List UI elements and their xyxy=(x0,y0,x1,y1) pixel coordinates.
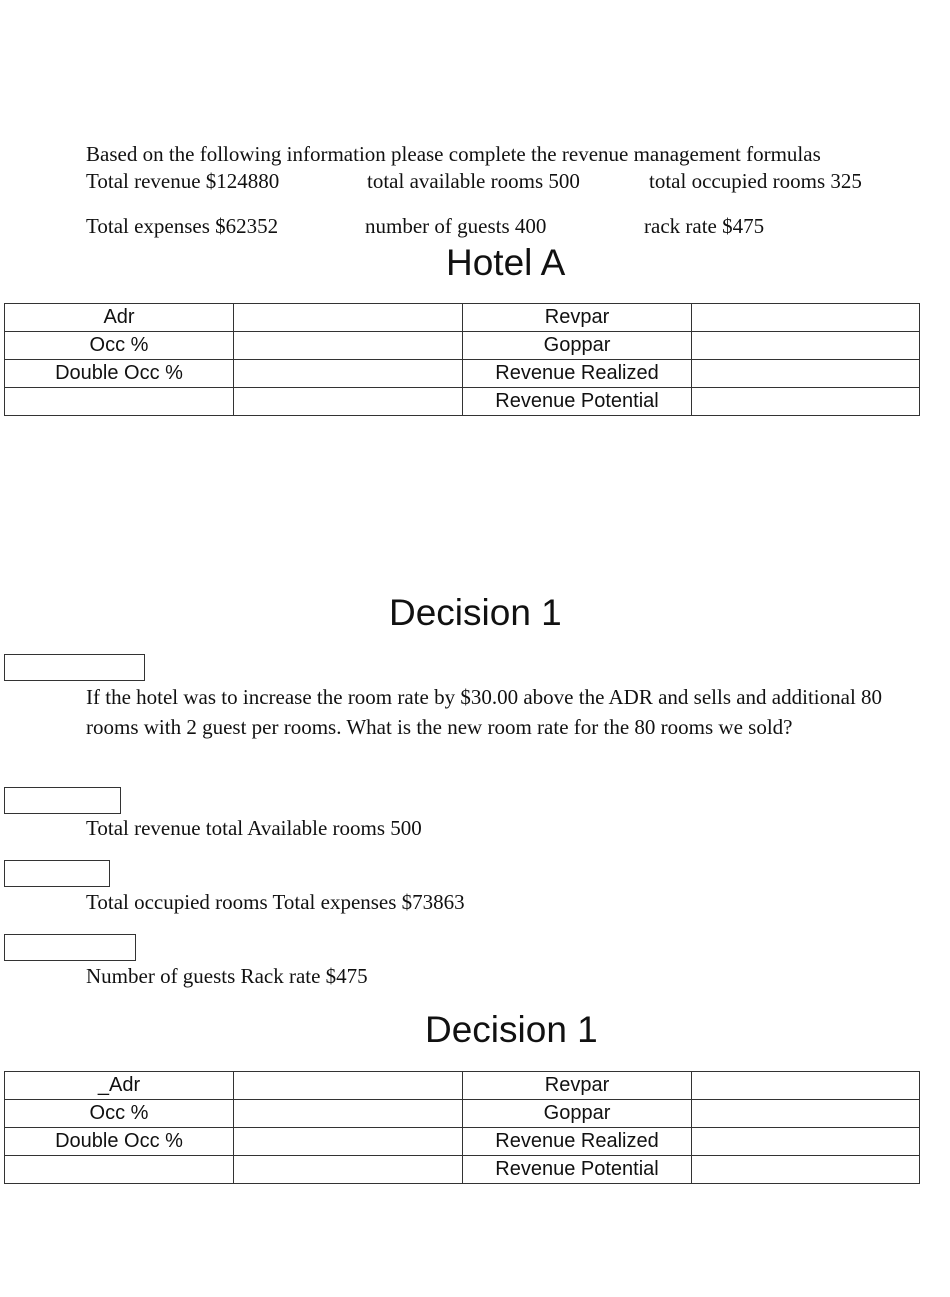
double-occ-label: Double Occ % xyxy=(5,1128,234,1156)
table-row xyxy=(5,1156,920,1184)
adr-label: _Adr xyxy=(5,1072,234,1100)
adr-value-cell[interactable] xyxy=(234,304,463,332)
hotel-a-title: Hotel A xyxy=(446,242,566,283)
decision-1-title: Decision 1 xyxy=(389,592,562,633)
double-occ-label: Double Occ % xyxy=(5,360,234,388)
number-of-guests-text: number of guests 400 xyxy=(365,214,547,238)
occ-label: Occ % xyxy=(5,1100,234,1128)
revpar-value-cell[interactable] xyxy=(692,1072,920,1100)
table-row xyxy=(5,1100,920,1128)
table-row xyxy=(5,332,920,360)
table-row xyxy=(5,1072,920,1100)
rack-rate-text: rack rate $475 xyxy=(644,214,765,238)
decision-1-table xyxy=(4,1071,920,1184)
total-available-rooms-text: total available rooms 500 xyxy=(367,169,580,193)
goppar-value-cell[interactable] xyxy=(692,332,920,360)
revpar-value-cell[interactable] xyxy=(692,304,920,332)
revenue-realized-label: Revenue Realized xyxy=(463,1128,692,1156)
revenue-realized-value-cell[interactable] xyxy=(692,1128,920,1156)
revenue-realized-value-cell[interactable] xyxy=(692,360,920,388)
total-occupied-line: Total occupied rooms Total expenses $73863 xyxy=(86,890,465,914)
total-occupied-rooms-text: total occupied rooms 325 xyxy=(649,169,862,193)
adr-label: Adr xyxy=(5,304,234,332)
goppar-label: Goppar xyxy=(463,1100,692,1128)
revpar-label: Revpar xyxy=(463,1072,692,1100)
revenue-realized-label: Revenue Realized xyxy=(463,360,692,388)
occ-value-cell[interactable] xyxy=(234,332,463,360)
table-row xyxy=(5,304,920,332)
instruction-text: Based on the following information please complete the revenue management formulas xyxy=(86,142,821,166)
guests-line: Number of guests Rack rate $475 xyxy=(86,964,368,988)
goppar-value-cell[interactable] xyxy=(692,1100,920,1128)
adr-value-cell[interactable] xyxy=(234,1072,463,1100)
decision-1-question: If the hotel was to increase the room rate by $30.00 above the ADR and sells and additional 80 rooms with 2 guest per rooms. What is the new room rate for the 80 rooms we sold? xyxy=(86,685,883,739)
answer-box-number-of-guests[interactable] xyxy=(4,934,136,961)
revenue-potential-value-cell[interactable] xyxy=(692,388,920,416)
answer-box-total-revenue[interactable] xyxy=(4,787,121,814)
empty-label-cell xyxy=(5,388,234,416)
goppar-label: Goppar xyxy=(463,332,692,360)
revenue-potential-label: Revenue Potential xyxy=(463,1156,692,1184)
occ-label: Occ % xyxy=(5,332,234,360)
table-row xyxy=(5,388,920,416)
answer-box-total-occupied-rooms[interactable] xyxy=(4,860,110,887)
hotel-a-table xyxy=(4,303,920,416)
empty-value-cell[interactable] xyxy=(234,1156,463,1184)
double-occ-value-cell[interactable] xyxy=(234,360,463,388)
occ-value-cell[interactable] xyxy=(234,1100,463,1128)
double-occ-value-cell[interactable] xyxy=(234,1128,463,1156)
table-row xyxy=(5,360,920,388)
decision-1-table-title: Decision 1 xyxy=(425,1009,598,1050)
empty-value-cell[interactable] xyxy=(234,388,463,416)
total-expenses-text: Total expenses $62352 xyxy=(86,214,279,238)
revenue-potential-value-cell[interactable] xyxy=(692,1156,920,1184)
revpar-label: Revpar xyxy=(463,304,692,332)
answer-box-new-room-rate[interactable] xyxy=(4,654,145,681)
empty-label-cell xyxy=(5,1156,234,1184)
total-revenue-text: Total revenue $124880 xyxy=(86,169,280,193)
revenue-potential-label: Revenue Potential xyxy=(463,388,692,416)
table-row xyxy=(5,1128,920,1156)
total-revenue-line: Total revenue total Available rooms 500 xyxy=(86,816,422,840)
